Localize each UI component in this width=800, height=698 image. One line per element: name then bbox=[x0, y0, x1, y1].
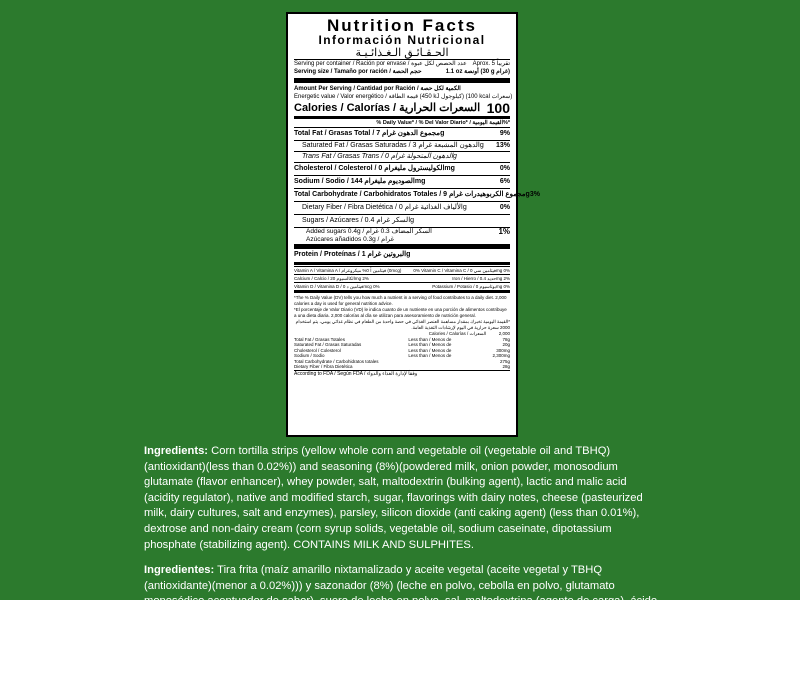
ingredients-spanish bbox=[144, 563, 664, 688]
title-arabic: الحـقـائـق الـغـذائـيـة bbox=[355, 47, 449, 59]
vitamin-row: Calcium / Calcio / الكالسيوم 20mg 2% Iron / Hierro / حديد 0.4mg 2% bbox=[294, 276, 510, 281]
ingredients-block bbox=[144, 444, 664, 698]
table-row: Sodium / Sodio Less than / Menos de 2,300mg bbox=[294, 353, 510, 358]
nutrient-row: Total Fat / Grasas Total / مجموع الدهون غرام 7g 9% bbox=[294, 127, 510, 140]
serving-size-row bbox=[294, 68, 510, 76]
calories-value: 100 bbox=[486, 100, 510, 116]
serving-size-value: 1.1 oz أونصة (30 g غرام) bbox=[445, 69, 510, 75]
nutrient-row: Sodium / Sodio / الصوديوم مليغرام 144mg 6% bbox=[294, 175, 510, 188]
table-row: Total Fat / Grasas Totales Less than / Menos de 78g bbox=[294, 336, 510, 342]
ingredients-text: Corn tortilla strips (yellow whole corn and vegetable oil (vegetable oil and TBHQ) (antioxidant)(less than 0.02%)) and seasoning (8%)(powdered milk, onion powder, monosodium glutamate (flavor enhancer), whey powder, salt, maltodextrin (bulking agent), lactic and malic acid (acidity regulator), native and modified starch, sugar, flavorings with dairy notes, cheese (pasteurized milk, dairy cultures, salt and enzymes), parsley, silicon dioxide (anti caking agent) (less than 0.01%), dextrose and non-dairy cream (corn syrup solids, vegetable oil, sodium caseinate, dipotassium phosphate (stabilizing agent). CONTAINS MILK AND SULPHITES. bbox=[144, 445, 643, 551]
vitamin-row: Vitamin D / Vitamina D / فيتامين د 0mcg 0% Potassium / Potasio / بوتاسيوم 0mg 0% bbox=[294, 284, 510, 289]
table-row: Total Carbohydrate / Carbohidratos totales 275g bbox=[294, 358, 510, 364]
added-sugars-en: Added sugars 0.4g / السكر المضاف 0.3 غرام bbox=[306, 228, 432, 235]
energetic-value: Energetic value / Valor energético / قيمة الطاقة (450 kJ كيلوجول) (100 kcal سعرات) bbox=[294, 94, 513, 100]
ingredients-label: Ingredients: bbox=[144, 445, 209, 457]
fda-note: According to FDA / Según FDA / وفقاً لإدارة الغذاء والدواء bbox=[294, 370, 510, 378]
nutrient-row: Sugars / Azúcares / السكر غرام 0.4g bbox=[294, 214, 510, 227]
amount-per-serving: Amount Per Serving / Cantidad por Ración / الكمية لكل حصة bbox=[294, 86, 461, 92]
ingredients-english bbox=[144, 444, 664, 553]
daily-values-table: Calories / Calorías / السعرات 2,000 Total Fat / Grasas Totales Less than / Menos de 78g Saturated Fat / Grasas Saturadas Less than / Menos de 20g Cholesterol / Colesterol Less than / Menos de 300mg Sodium / Sodio Less than / Menos de 2,300mg Total Carbohydrate / Carbohidratos totales 275g Dietary Fiber / Fibra Dietética 28g bbox=[294, 331, 510, 369]
protein-row: Protein / Proteínas / البروتين غرام 1g bbox=[294, 251, 411, 258]
nutrient-row: Dietary Fiber / Fibra Dietética / الألياف الغذائية غرام 0g 0% bbox=[294, 201, 510, 214]
serving-per-container-row bbox=[294, 60, 510, 68]
serving-size: Serving size / Tamaño por ración / حجم الحصة bbox=[294, 69, 422, 75]
nutrition-facts-label bbox=[286, 12, 540, 437]
table-row: Dietary Fiber / Fibra Dietética 28g bbox=[294, 364, 510, 369]
nutrient-row: Saturated Fat / Grasas Saturadas / الدهون المشبعة غرام 3g 13% bbox=[294, 140, 510, 151]
nutrient-row: Trans Fat / Grasas Trans / الدهون المتحولة غرام 0g bbox=[294, 151, 510, 162]
added-sugars-es: Azúcares añadidos 0.3g / غرام bbox=[306, 236, 394, 243]
footnote-en: *The % Daily Value (DV) tells you how much a nutrient in a serving of food contributes to a daily diet. 2,000 calories a day is used for general nutrition advice. bbox=[294, 295, 507, 306]
ingredientes-label: Ingredientes: bbox=[144, 564, 215, 577]
table-row: Saturated Fat / Grasas Saturadas Less than / Menos de 20g bbox=[294, 342, 510, 347]
calories-row bbox=[294, 101, 510, 115]
added-sugars-pct: 1% bbox=[498, 227, 510, 236]
nutrient-row: Cholesterol / Colesterol / الكوليسترول مليغرام 0mg 0% bbox=[294, 162, 510, 175]
serving-per-container: Serving per container / Ración por envase / عدد الحصص لكل عبوة bbox=[294, 61, 467, 67]
footnote bbox=[294, 290, 510, 370]
daily-value-header: % Daily Value* / % Del Valor Diario* / القيمة اليومية%* bbox=[376, 120, 510, 126]
title-spanish: Información Nutricional bbox=[318, 33, 486, 47]
title-english: Nutrition Facts bbox=[327, 16, 477, 35]
added-sugars-row bbox=[294, 227, 510, 244]
vitamin-row: Vitamin A / Vitamina A / فيتامين أ 0% ميكروغرام (0mcg) 0% Vitamin C / Vitamina C / فيتامين سي 0mg 0% bbox=[294, 268, 510, 273]
serving-per-container-value: Aprox. 5 تقريباً bbox=[472, 61, 510, 67]
calories-label: Calories / Calorías / السعرات الحرارية bbox=[294, 102, 481, 114]
ingredientes-text: Tira frita (maíz amarillo nixtamalizado y aceite vegetal (aceite vegetal y TBHQ (antioxidante)(menor a 0.02%))) y sazonador (8%) (leche en polvo, cebolla en polvo, glutamato monosódico acentuador de sabor), suero de leche en polvo, sal, maltodextrina (agente de carga), ácido láctico y ácido málico (reguladores de acidez), almidón nativo y modificado, azúcar, saborizantes con perfiles lácteos, queso(leche pasteurizada, cultivos lácteos, sal y enzimas), perejil, dióxido de silicio (anti aglutinante) (menor a 0.01%), dextrosa y crema no láctea (sólidos de jarabe de maíz, aceite vegetal, caseinato de sodio, fosfato dipotásico (agente estabilizante). CONTIENE INGREDIENTES DE LECHE Y SULFITOS. bbox=[144, 564, 662, 686]
nutrient-row: Total Carbohydrate / Carbohidratos Totales / مجموع الكربوهيدرات غرام 9g 3% bbox=[294, 188, 510, 201]
table-row: Cholesterol / Colesterol Less than / Menos de 300mg bbox=[294, 347, 510, 353]
footnote-es: *El porcentaje de Valor Diario (VD) le indica cuanto de un nutriente en una porción de alimentos contribuye a una dieta diaria. 2,000 calorías al día se utilizan para asesoramiento de nutrición general. bbox=[294, 307, 507, 318]
footnote-ar: *القيمة اليومية تخبرك بمقدار مساهمة العنصر الغذائي في حصة واحدة من الطعام في نظام غذائي يومي، يتم استخدام 2000 سعرة حرارية في اليوم لإرشادات التغذية العامة. bbox=[295, 319, 510, 330]
